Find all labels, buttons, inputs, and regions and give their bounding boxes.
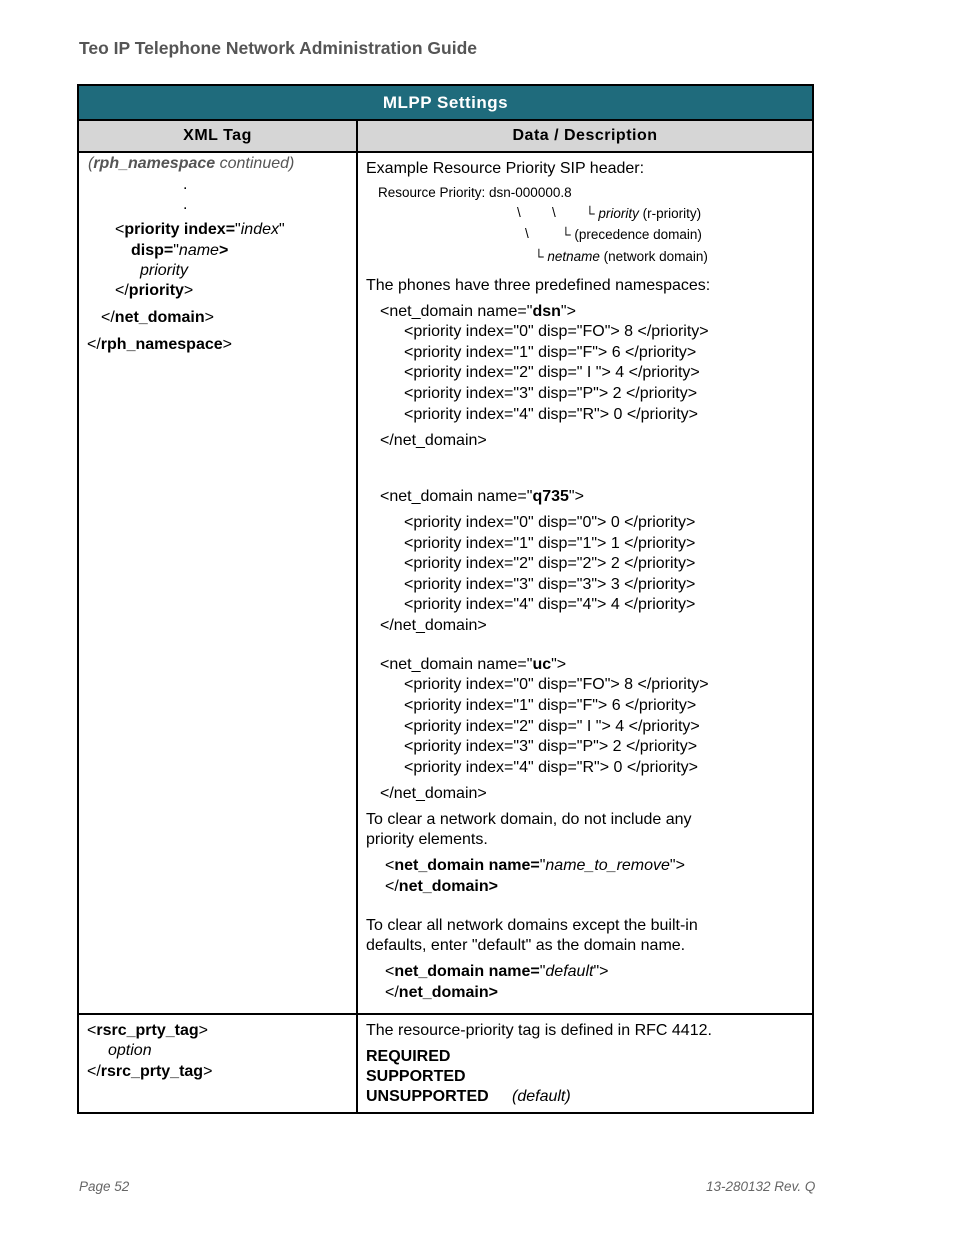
annotation-netname: └ netname (network domain) [534,249,708,264]
priority-close-tag: </priority> [115,282,194,299]
option-required: REQUIRED [366,1048,451,1065]
ellipsis-dot: . [183,176,188,193]
option-value: option [108,1042,152,1059]
priority-line: <priority index="0" disp="FO"> 8 </priority> [404,323,709,340]
clear-all-text-2: defaults, enter "default" as the domain name. [366,937,686,954]
xml-tag-cell [79,153,358,1013]
priority-line: <priority index="2" disp=" I "> 4 </priority> [404,718,700,735]
pointer-slash: \ [517,205,521,220]
priority-line: <priority index="4" disp="R"> 0 </priority> [404,406,698,423]
priority-line: <priority index="3" disp="3"> 3 </priority> [404,576,696,593]
clear-all-text: To clear all network domains except the built-in [366,917,698,934]
footer-page-number: Page 52 [79,1179,130,1194]
priority-line: <priority index="1" disp="1"> 1 </priority> [404,535,696,552]
option-supported: SUPPORTED [366,1068,466,1085]
remove-example-open: <net_domain name="name_to_remove"> [385,857,685,874]
net-domain-dsn-close: </net_domain> [380,432,487,449]
option-unsupported: UNSUPPORTED [366,1088,489,1105]
continued-note: (rph_namespace continued) [88,155,295,172]
priority-open-tag: <priority index="index" [115,221,285,238]
column-header-xml-tag: XML Tag [79,121,358,151]
remove-example-close: </net_domain> [385,878,498,895]
priority-line: <priority index="3" disp="P"> 2 </priority> [404,738,698,755]
priority-value: priority [140,262,189,279]
net-domain-q735-open: <net_domain name="q735"> [380,488,584,505]
priority-line: <priority index="2" disp="2"> 2 </priority> [404,555,696,572]
rsrc-prty-close-tag: </rsrc_prty_tag> [87,1063,213,1080]
priority-line: <priority index="4" disp="4"> 4 </priority> [404,596,696,613]
priority-line: <priority index="4" disp="R"> 0 </priority> [404,759,698,776]
priority-disp-attr: disp="name> [131,242,229,259]
default-label: (default) [512,1088,571,1105]
mlpp-settings-table [77,84,814,1114]
table-title: MLPP Settings [79,86,812,121]
priority-line: <priority index="1" disp="F"> 6 </priority> [404,344,697,361]
priority-line: <priority index="2" disp=" I "> 4 </priority> [404,364,700,381]
pointer-slash: \ [525,226,529,241]
resource-priority-header: Resource Priority: dsn-000000.8 [378,185,572,200]
net-domain-uc-close: </net_domain> [380,785,487,802]
net-domain-close-tag: </net_domain> [101,309,214,326]
priority-line: <priority index="0" disp="0"> 0 </priority> [404,514,696,531]
table-row-rph-namespace [79,153,812,1013]
three-namespaces-text: The phones have three predefined namespaces: [366,277,711,294]
pointer-slash: \ [552,205,556,220]
column-headers [79,121,812,153]
priority-line: <priority index="3" disp="P"> 2 </priority> [404,385,698,402]
default-example-close: </net_domain> [385,984,498,1001]
rsrc-prty-open-tag: <rsrc_prty_tag> [87,1022,208,1039]
document-title: Teo IP Telephone Network Administration Guide [79,38,478,58]
description-cell [358,153,812,1013]
xml-tag-cell [79,1015,358,1112]
clear-one-text-2: priority elements. [366,831,488,848]
example-heading: Example Resource Priority SIP header: [366,160,645,177]
column-header-description: Data / Description [512,127,658,144]
ellipsis-dot: . [183,196,188,213]
priority-line: <priority index="1" disp="F"> 6 </priority> [404,697,697,714]
net-domain-dsn-open: <net_domain name="dsn"> [380,303,576,320]
clear-one-text: To clear a network domain, do not include any [366,811,692,828]
annotation-priority: └ priority (r-priority) [585,206,702,221]
net-domain-q735-close: </net_domain> [380,617,487,634]
footer-revision: 13-280132 Rev. Q [706,1179,816,1194]
net-domain-uc-open: <net_domain name="uc"> [380,656,567,673]
priority-line: <priority index="0" disp="FO"> 8 </priority> [404,676,709,693]
rph-namespace-close-tag: </rph_namespace> [87,336,232,353]
table-row-rsrc-prty-tag [79,1013,812,1112]
annotation-precedence: └ (precedence domain) [561,227,702,242]
description-cell [358,1015,812,1112]
default-example-open: <net_domain name="default"> [385,963,609,980]
rfc-description: The resource-priority tag is defined in RFC 4412. [366,1022,712,1039]
